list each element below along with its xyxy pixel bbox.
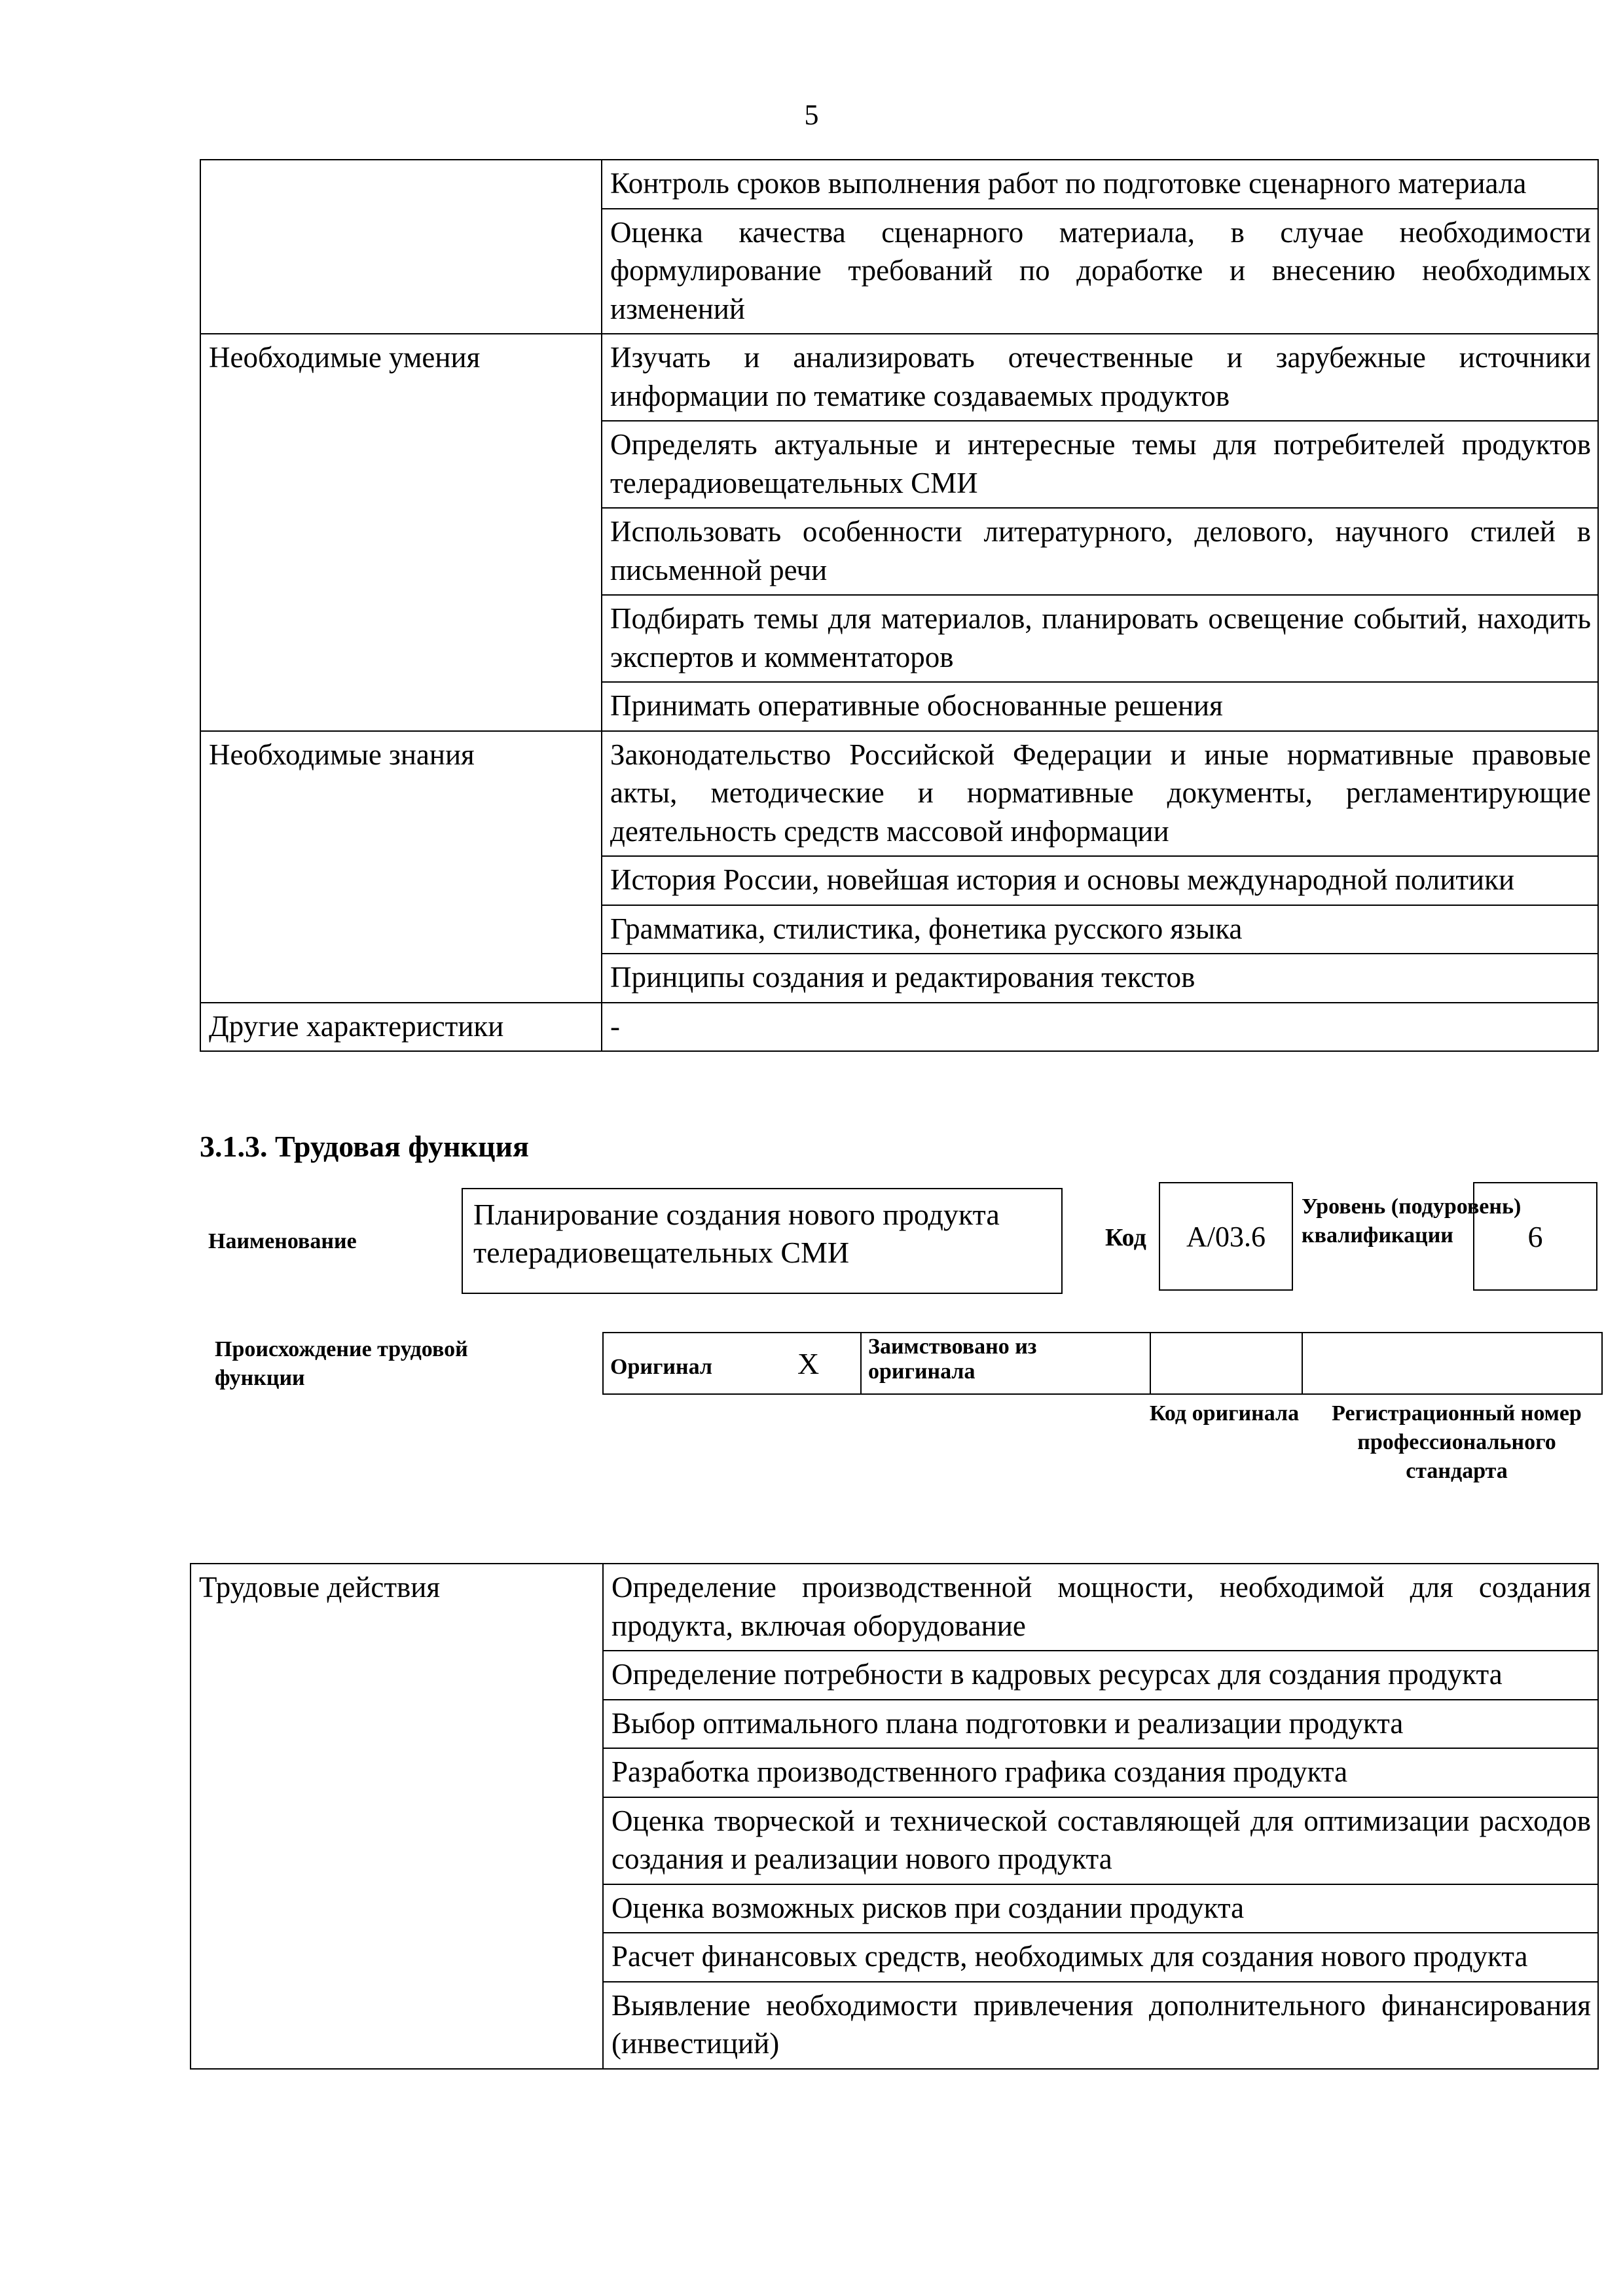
origin-label: Происхождение трудовой функции <box>215 1337 468 1391</box>
list-item: Оценка возможных рисков при создании продукта <box>603 1884 1598 1933</box>
level-label: Уровень (подуровень) квалификации <box>1302 1194 1522 1248</box>
list-item: Определять актуальные и интересные темы для потребителей продуктов телерадиовещательных СМИ <box>602 421 1598 508</box>
function-name-box: Планирование создания нового продукта телерадиовещательных СМИ <box>462 1188 1063 1294</box>
list-item: Выбор оптимального плана подготовки и реализации продукта <box>603 1700 1598 1749</box>
list-item: Принципы создания и редактирования текстов <box>602 954 1598 1003</box>
original-code-cell <box>1150 1333 1302 1394</box>
row-label-actions: Трудовые действия <box>191 1564 603 2069</box>
list-item: Оценка творческой и технической составляющей для оптимизации расходов создания и реализации нового продукта <box>603 1797 1598 1884</box>
list-item: Законодательство Российской Федерации и иные нормативные правовые акты, методические и нормативные документы, регламентирующие деятельность средств массовой информации <box>602 731 1598 857</box>
table-row <box>200 731 1598 857</box>
original-cell <box>603 1333 861 1394</box>
code-box: А/03.6 <box>1159 1182 1293 1291</box>
table-row <box>200 1003 1598 1052</box>
list-item: Контроль сроков выполнения работ по подготовке сценарного материала <box>602 160 1598 209</box>
table-row <box>200 160 1598 209</box>
list-item: Определение потребности в кадровых ресурсах для создания продукта <box>603 1651 1598 1700</box>
page-number: 5 <box>804 99 819 131</box>
labor-actions-table <box>190 1563 1599 2070</box>
competency-table <box>200 159 1599 1052</box>
level-box: 6 <box>1473 1182 1597 1291</box>
list-item: Оценка качества сценарного материала, в случае необходимости формулирование требований по доработке и внесению необходимых изменений <box>602 209 1598 334</box>
original-mark: X <box>797 1346 820 1380</box>
list-item: Разработка производственного графика создания продукта <box>603 1748 1598 1797</box>
list-item: - <box>602 1003 1598 1052</box>
row-label-knowledge: Необходимые знания <box>200 731 602 1003</box>
row-label-other: Другие характеристики <box>200 1003 602 1052</box>
list-item: Изучать и анализировать отечественные и зарубежные источники информации по тематике создаваемых продуктов <box>602 334 1598 421</box>
table-row <box>191 1564 1598 1651</box>
registration-number-caption: Регистрационный номер профессионального стандарта <box>1332 1401 1582 1484</box>
original-label: Оригинал <box>610 1354 712 1379</box>
list-item: Определение производственной мощности, необходимой для создания продукта, включая оборудование <box>603 1564 1598 1651</box>
registration-number-cell <box>1302 1333 1602 1394</box>
row-label-skills: Необходимые умения <box>200 334 602 731</box>
code-original-caption: Код оригинала <box>1149 1401 1300 1426</box>
borrowed-label: Заимствовано из оригинала <box>868 1335 1037 1384</box>
list-item: Расчет финансовых средств, необходимых для создания нового продукта <box>603 1933 1598 1982</box>
table-row <box>200 334 1598 421</box>
list-item: Использовать особенности литературного, делового, научного стилей в письменной речи <box>602 508 1598 595</box>
row-label <box>200 160 602 334</box>
borrowed-cell <box>861 1333 1150 1394</box>
list-item: История России, новейшая история и основы международной политики <box>602 856 1598 905</box>
section-title: 3.1.3. Трудовая функция <box>200 1130 529 1163</box>
origin-table <box>602 1332 1603 1395</box>
list-item: Выявление необходимости привлечения дополнительного финансирования (инвестиций) <box>603 1982 1598 2069</box>
list-item: Подбирать темы для материалов, планировать освещение событий, находить экспертов и комментаторов <box>602 595 1598 682</box>
name-label: Наименование <box>208 1229 357 1253</box>
code-label: Код <box>1105 1224 1146 1251</box>
list-item: Грамматика, стилистика, фонетика русского языка <box>602 905 1598 954</box>
list-item: Принимать оперативные обоснованные решения <box>602 682 1598 731</box>
